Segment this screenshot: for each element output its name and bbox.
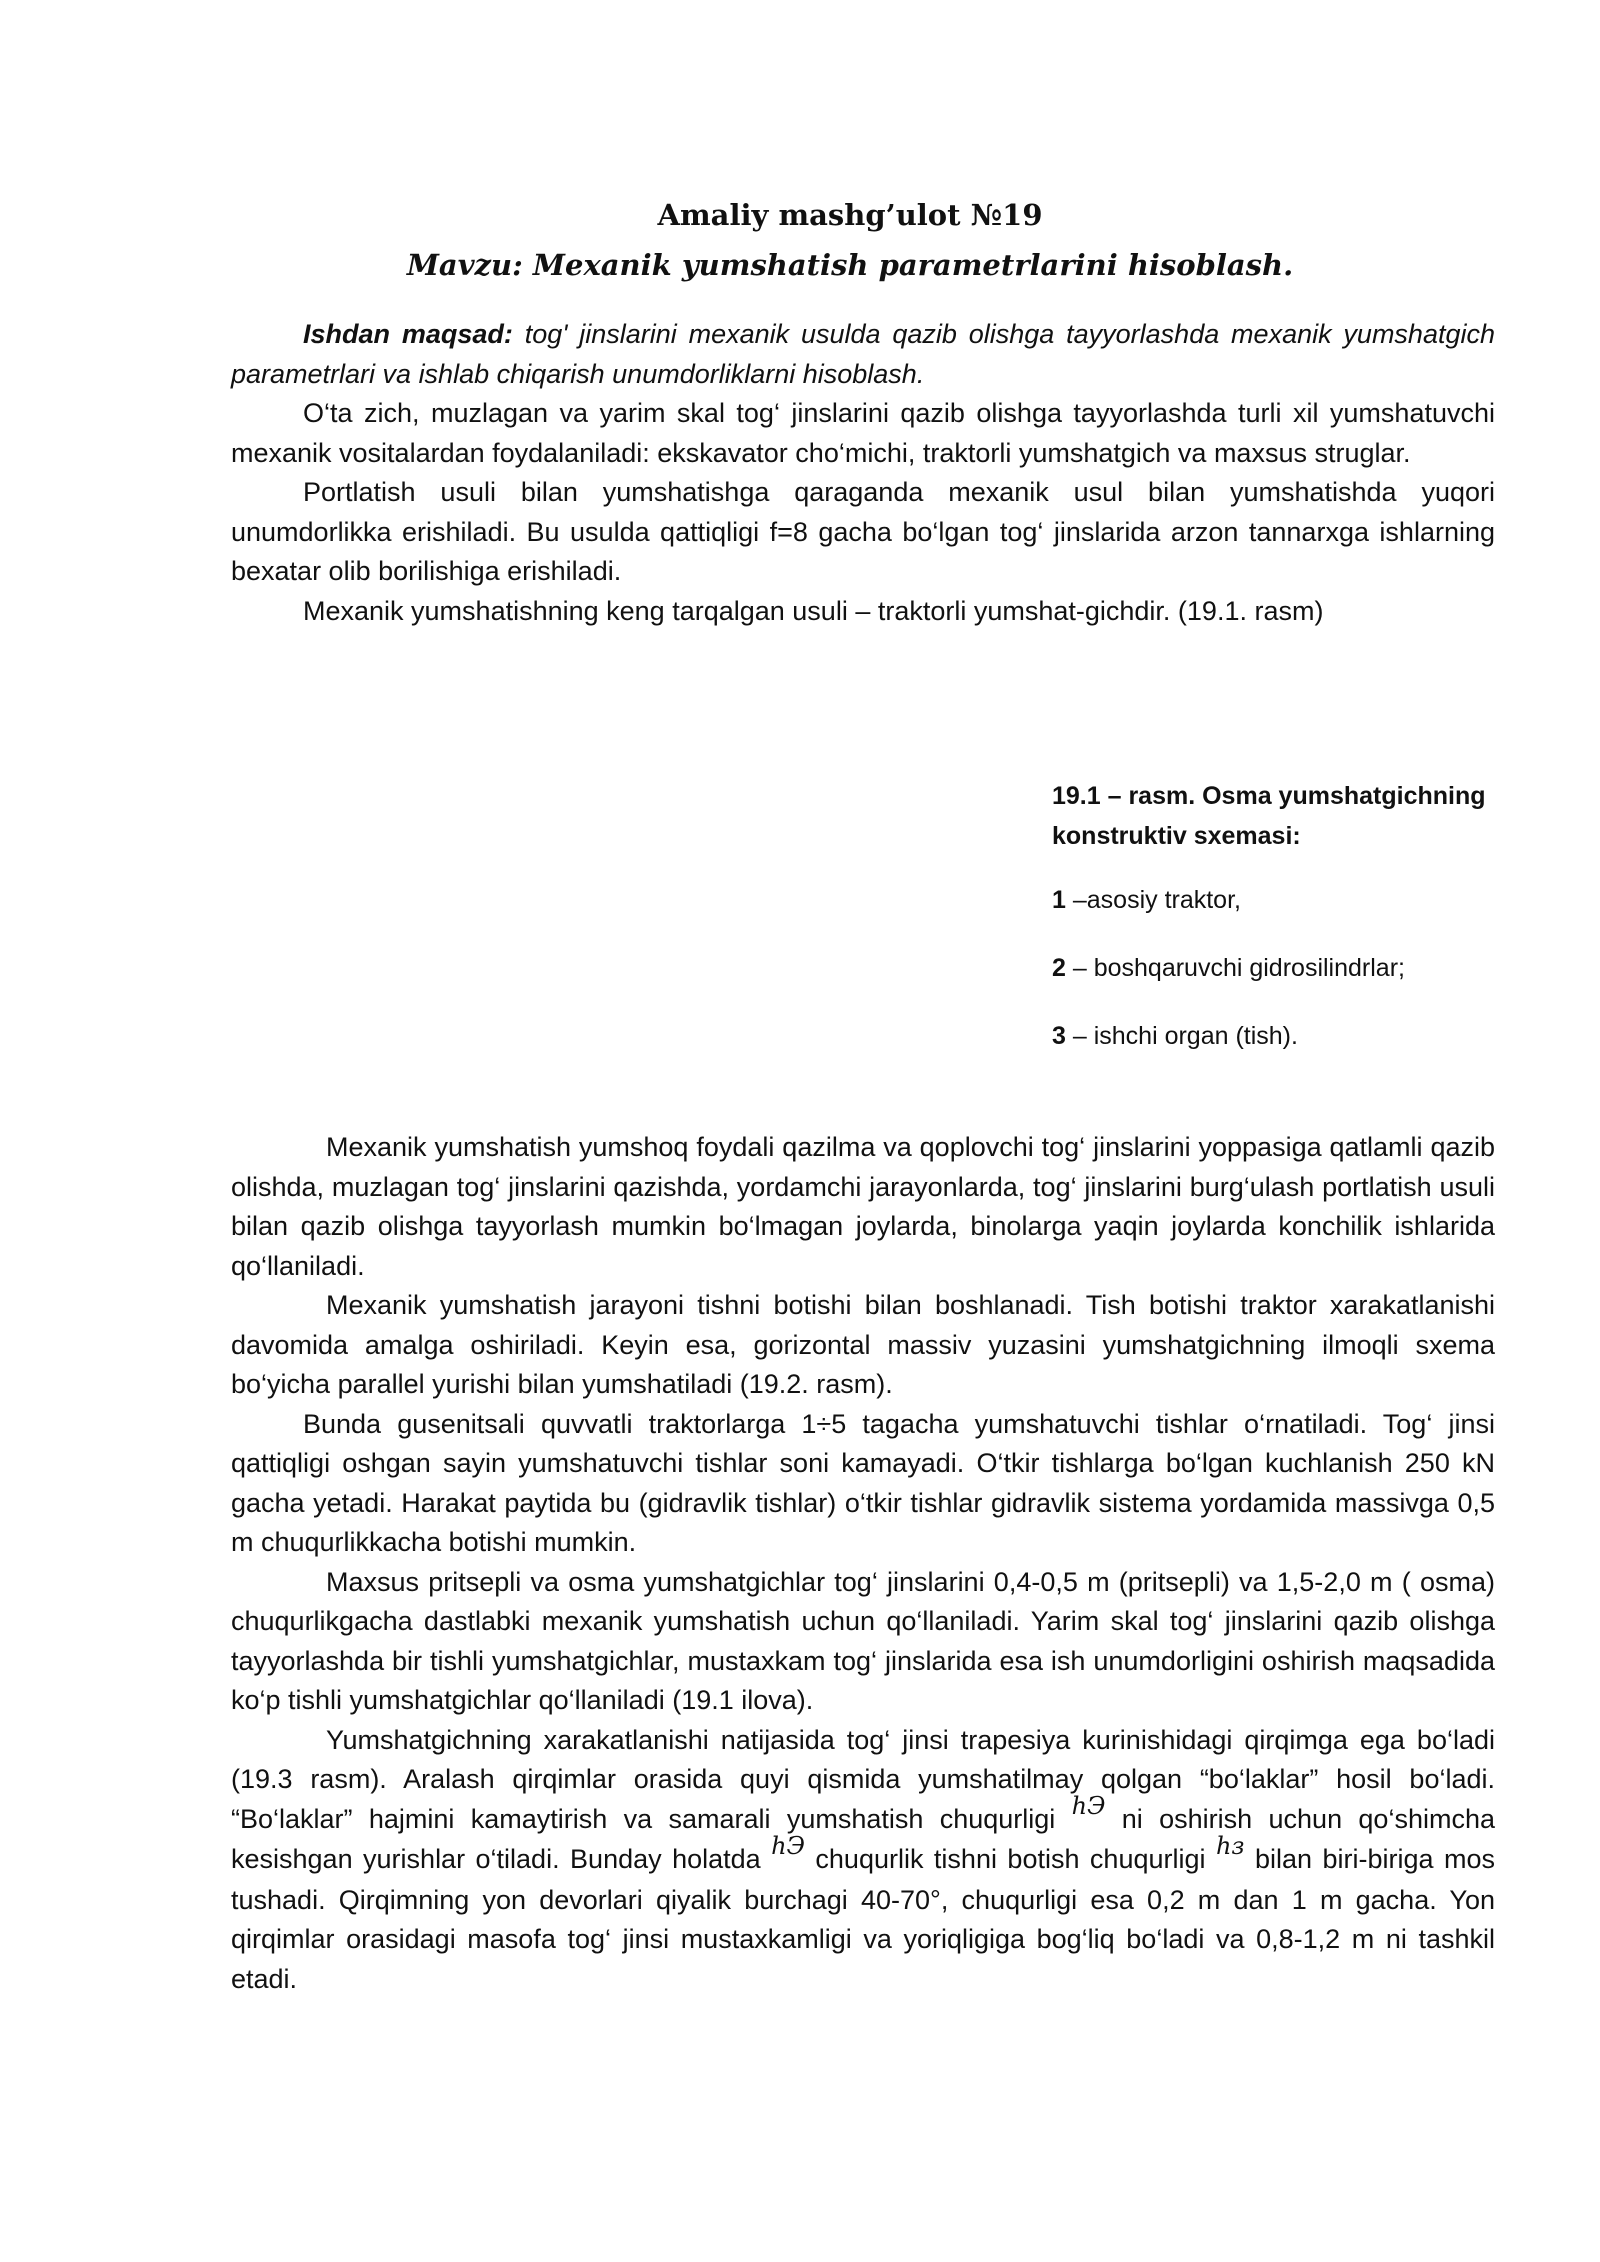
caption-item-3 [1052, 1016, 1522, 1056]
caption-title: 19.1 – rasm. Osma yumshatgichning konstruktiv sxemasi: [1052, 782, 1486, 850]
body-paragraph-4: Mexanik yumshatish yumshoq foydali qazilma va qoplovchi tog‘ jinslarini yoppasiga qatlamli qazib olishda, muzlagan tog‘ jinslarini qazishda, yordamchi jarayonlarda, tog‘ jinslarini burg‘ulash portlatish usuli bilan qazib olishga tayyorlash mumkin bo‘lmagan joylarda, binolarga yaqin joylarda konchilik ishlarida qo‘llaniladi. [231, 1132, 1495, 1281]
caption-item-2 [1052, 948, 1522, 988]
body-paragraph-8 [231, 1721, 1495, 2000]
intro-section [231, 315, 1495, 631]
caption-item-number: 3 [1052, 1022, 1066, 1050]
caption-item-text: – boshqaruvchi gidrosilindrlar; [1065, 954, 1405, 982]
body-section [231, 1128, 1495, 1999]
caption-item-number: 2 [1052, 954, 1066, 982]
caption-item-number: 1 [1052, 886, 1066, 914]
p8-text-b: ni oshirish uchun qo‘shimcha kesishgan yurishlar o‘tiladi. Bunday holatda [231, 1803, 1495, 1874]
goal-text: tog' jinslarini mexanik usulda qazib olishga tayyorlashda mexanik yumshatgich parametrlari va ishlab chiqarish unumdorliklarni hisoblash. [231, 319, 1495, 389]
goal-label: Ishdan maqsad: [303, 319, 513, 349]
intro-paragraph-1: O‘ta zich, muzlagan va yarim skal tog‘ jinslarini qazib olishga tayyorlashda turli xil yumshatuvchi mexanik vositalardan foydalaniladi: ekskavator cho‘michi, traktorli yumshatgich va maxsus struglar. [231, 398, 1495, 468]
page-subtitle: Mavzu: Mexanik yumshatish parametrlarini hisoblash. [406, 248, 1294, 282]
body-paragraph-5: Mexanik yumshatish jarayoni tishni botishi bilan boshlanadi. Tish botishi traktor xarakatlanishi davomida amalga oshiriladi. Keyin esa, gorizontal massiv yuzasini yumshatgichning ilmoqli sxema bo‘yicha parallel yurishi bilan yumshatiladi (19.2. rasm). [231, 1290, 1495, 1399]
var-h-e: hЭ [1071, 1791, 1106, 1820]
caption-item-text: –asosiy traktor, [1065, 886, 1241, 914]
caption-item-text: – ishchi organ (tish). [1065, 1022, 1298, 1050]
goal-paragraph [231, 315, 1495, 394]
page-title: Amaliy mashg’ulot №19 [657, 198, 1043, 232]
intro-paragraph-2: Portlatish usuli bilan yumshatishga qaraganda mexanik usul bilan yumshatishda yuqori unumdorlikka erishiladi. Bu usulda qattiqligi f=8 gacha bo‘lgan tog‘ jinslarida arzon tannarxga ishlarning bexatar olib borilishiga erishiladi. [231, 477, 1495, 586]
p8-text-c: chuqurlik tishni botish chuqurligi [804, 1844, 1216, 1874]
p8-text-a: Yumshatgichning xarakatlanishi natijasida tog‘ jinsi trapesiya kurinishidagi qirqimga ega bo‘ladi (19.3 rasm). Aralash qirqimlar orasida quyi qismida yumshatilmay qolgan “bo‘laklar” hosil bo‘ladi. “Bo‘laklar” hajmini kamaytirish va samarali yumshatish chuqurligi [231, 1724, 1495, 1834]
body-paragraph-6: Bunda gusenitsali quvvatli traktorlarga 1÷5 tagacha yumshatuvchi tishlar o‘rnatiladi. Tog‘ jinsi qattiqligi oshgan sayin yumshatuvchi tishlar soni kamayadi. O‘tkir tishlarga bo‘lgan kuchlanish 250 kN gacha yetadi. Harakat paytida bu (gidravlik tishlar) o‘tkir tishlar gidravlik sistema yordamida massivga 0,5 m chuqurlikkacha botishi mumkin. [231, 1408, 1495, 1557]
figure-caption [1052, 776, 1522, 1084]
tractor-ripper-figure [300, 740, 1020, 1100]
body-paragraph-7: Maxsus pritsepli va osma yumshatgichlar tog‘ jinslarini 0,4-0,5 m (pritsepli) va 1,5-2,0 m ( osma) chuqurlikgacha dastlabki mexanik yumshatish uchun qo‘llaniladi. Yarim skal tog‘ jinslarini qazib olishga tayyorlashda bir tishli yumshatgichlar, mustaxkam tog‘ jinslarida esa ish unumdorligini oshirish maqsadida ko‘p tishli yumshatgichlar qo‘llaniladi (19.1 ilova). [231, 1566, 1495, 1715]
p8-text-d: bilan biri-biriga mos tushadi. Qirqimning yon devorlari qiyalik burchagi 40-70°, chuqurligi esa 0,2 m dan 1 m gacha. Yon qirqimlar orasidagi masofa tog‘ jinsi mustaxkamligi va yoriqligiga bog‘liq bo‘ladi va 0,8-1,2 m ni tashkil etadi. [231, 1844, 1495, 1994]
var-h-z: hз [1215, 1832, 1245, 1860]
caption-item-1 [1052, 880, 1522, 920]
intro-paragraph-3: Mexanik yumshatishning keng tarqalgan usuli – traktorli yumshat-gichdir. (19.1. rasm) [303, 595, 1324, 626]
var-h-e-2: hЭ [771, 1832, 805, 1860]
